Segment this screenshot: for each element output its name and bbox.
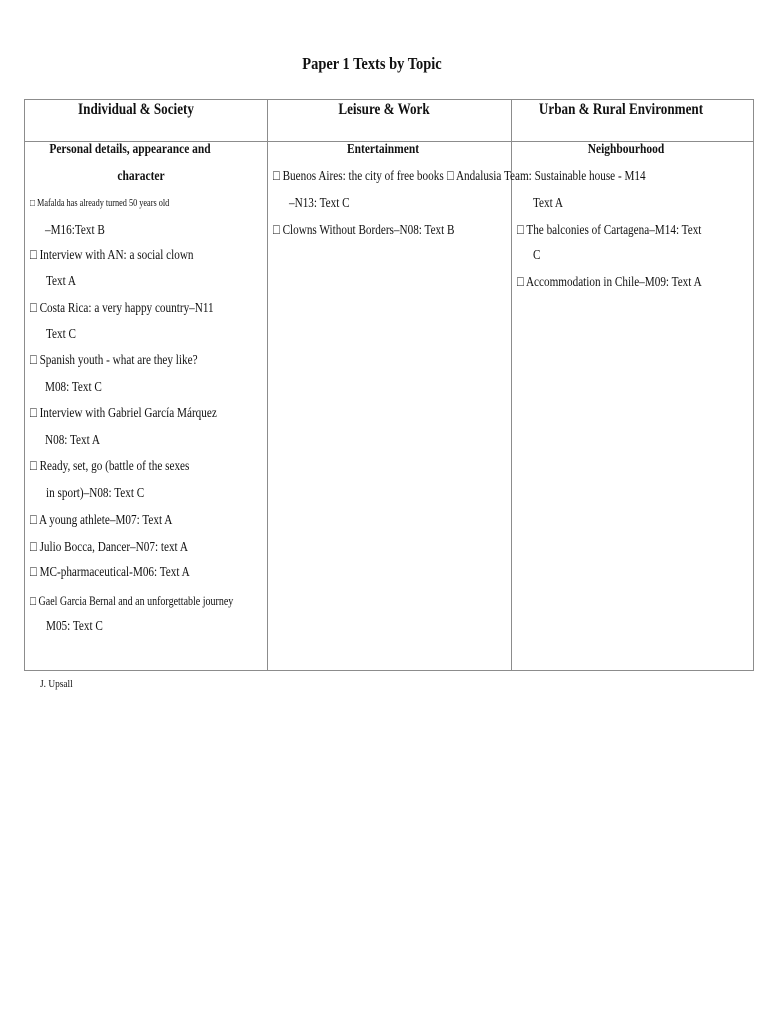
list-item-line: M05: Text C xyxy=(46,619,103,634)
author-credit: J. Upsall xyxy=(40,678,73,690)
list-item-line: C xyxy=(533,248,541,263)
list-item-line: □ Andalusia Team: Sustainable house - M14 xyxy=(447,169,646,184)
list-item-line: □ MC-pharmaceutical-M06: Text A xyxy=(30,565,190,580)
list-item-line: □ Interview with AN: a social clown xyxy=(30,248,194,263)
list-item-line: –N13: Text C xyxy=(289,196,350,211)
list-item-line: □ The balconies of Cartagena–M14: Text xyxy=(517,223,702,238)
list-item-line: M08: Text C xyxy=(45,380,102,395)
subtopic-heading: character xyxy=(117,169,165,184)
column-header-urban-rural-environment: Urban & Rural Environment xyxy=(538,101,704,118)
list-item-line: □ Julio Bocca, Dancer–N07: text A xyxy=(30,540,188,555)
column-header-leisure-work: Leisure & Work xyxy=(338,101,430,118)
subtopic-heading: Personal details, appearance and xyxy=(49,142,211,157)
list-item-line: □ Buenos Aires: the city of free books xyxy=(273,169,444,184)
subtopic-heading: Entertainment xyxy=(346,142,420,157)
list-item-line: □ Mafalda has already turned 50 years old xyxy=(30,198,170,209)
column-header-individual-society: Individual & Society xyxy=(78,101,194,118)
subtopic-heading: Neighbourhood xyxy=(587,142,665,157)
list-item-line: □ Costa Rica: a very happy country–N11 xyxy=(30,301,214,316)
list-item-line: Text A xyxy=(46,274,77,289)
page-title: Paper 1 Texts by Topic xyxy=(302,54,442,73)
list-item-line: Text C xyxy=(46,327,77,342)
list-item-line: □ Clowns Without Borders–N08: Text B xyxy=(273,223,455,238)
list-item-line: □ A young athlete–M07: Text A xyxy=(30,513,173,528)
list-item-line: □ Accommodation in Chile–M09: Text A xyxy=(517,275,702,290)
column-divider xyxy=(267,99,268,671)
list-item-line: □ Spanish youth - what are they like? xyxy=(30,353,198,368)
list-item-line: in sport)–N08: Text C xyxy=(46,486,145,501)
list-item-line: N08: Text A xyxy=(45,433,101,448)
list-item-line: □ Gael Garcia Bernal and an unforgettable journey xyxy=(30,594,234,608)
list-item-line: □ Ready, set, go (battle of the sexes xyxy=(30,459,190,474)
list-item-line: □ Interview with Gabriel García Márquez xyxy=(30,406,217,421)
list-item-line: –M16:Text B xyxy=(45,223,105,238)
list-item-line: Text A xyxy=(533,196,564,211)
